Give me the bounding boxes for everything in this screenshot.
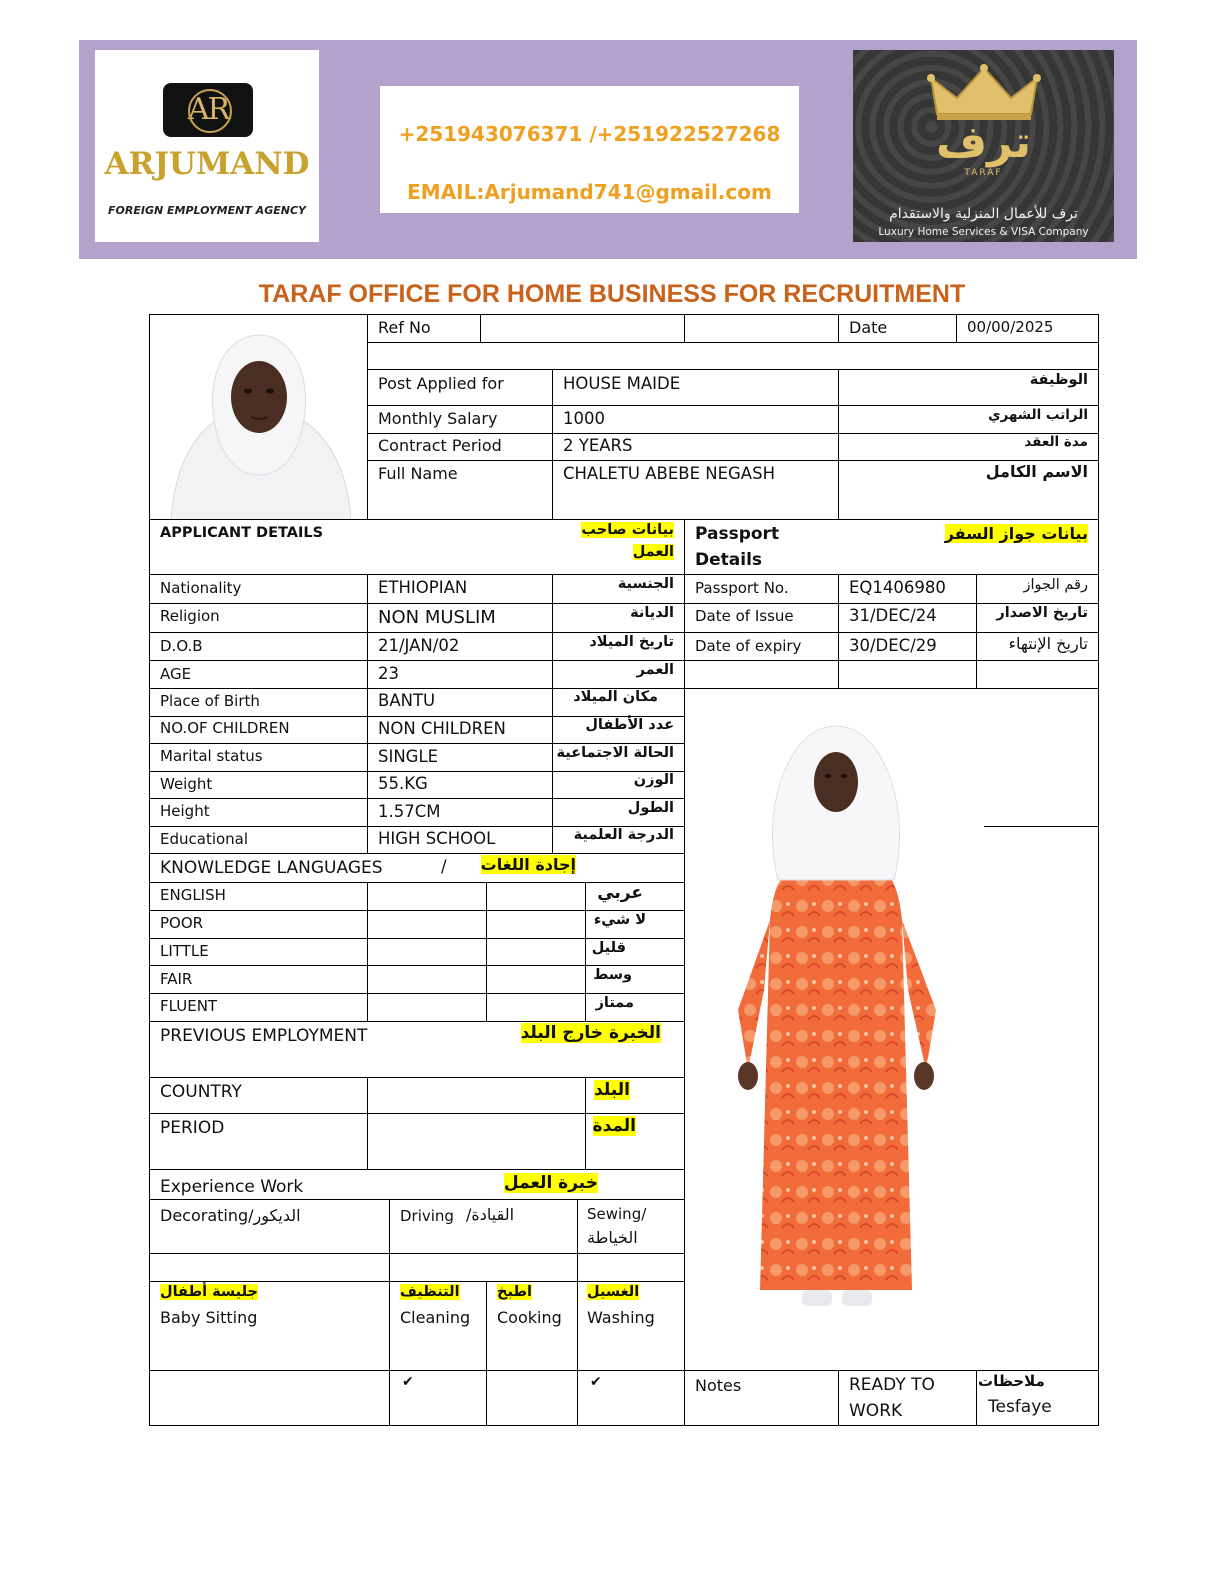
driving-label: Driving bbox=[400, 1207, 454, 1225]
religion-value: NON MUSLIM bbox=[378, 607, 496, 628]
period-label: PERIOD bbox=[160, 1118, 225, 1138]
driving-label-ar: /القيادة bbox=[466, 1205, 515, 1224]
applicant-details-heading-ar-2: العمل bbox=[632, 544, 674, 560]
lang-little-label: LITTLE bbox=[160, 942, 209, 960]
full-name-value: CHALETU ABEBE NEGASH bbox=[563, 464, 775, 483]
place-of-birth-label-ar: مكان الميلاد bbox=[573, 689, 658, 705]
dob-value: 21/JAN/02 bbox=[378, 636, 460, 655]
contract-label: Contract Period bbox=[378, 436, 502, 455]
experience-heading: Experience Work bbox=[160, 1177, 304, 1197]
full-name-label-ar: الاسم الكامل bbox=[985, 462, 1088, 481]
salary-value: 1000 bbox=[563, 409, 605, 428]
passport-no-value: EQ1406980 bbox=[849, 578, 946, 597]
email-address[interactable]: EMAIL:Arjumand741@gmail.com bbox=[407, 180, 772, 204]
cleaning-label: Cleaning bbox=[400, 1308, 471, 1327]
previous-employment-heading: PREVIOUS EMPLOYMENT bbox=[160, 1026, 368, 1046]
lang-fair-label-ar: وسط bbox=[593, 967, 632, 983]
date-value: 00/00/2025 bbox=[967, 318, 1054, 336]
languages-heading: KNOWLEDGE LANGUAGES bbox=[160, 858, 383, 878]
passport-no-label-ar: رقم الجواز bbox=[1023, 577, 1088, 593]
place-of-birth-value: BANTU bbox=[378, 691, 436, 710]
lang-fluent-label: FLUENT bbox=[160, 997, 218, 1015]
marital-status-label: Marital status bbox=[160, 747, 263, 765]
nationality-value: ETHIOPIAN bbox=[378, 578, 468, 597]
notes-label: Notes bbox=[695, 1376, 742, 1395]
dob-label-ar: تاريخ الميلاد bbox=[589, 634, 674, 650]
lang-fluent-label-ar: ممتاز bbox=[595, 995, 634, 1011]
age-value: 23 bbox=[378, 664, 399, 683]
passport-heading: Passport bbox=[695, 524, 780, 544]
children-label-ar: عدد الأطفال bbox=[585, 717, 674, 733]
taraf-logo-word: TARAF bbox=[964, 168, 1003, 178]
education-label: Educational bbox=[160, 830, 249, 848]
lang-arabic-label: عربي bbox=[597, 883, 643, 903]
weight-label: Weight bbox=[160, 775, 213, 793]
passport-heading-ar: بيانات جواز السفر bbox=[944, 524, 1088, 543]
lang-poor-label: POOR bbox=[160, 914, 204, 932]
education-label-ar: الدرجة العلمية bbox=[573, 827, 674, 843]
ref-no-label: Ref No bbox=[378, 318, 431, 337]
issue-date-label: Date of Issue bbox=[695, 607, 794, 625]
post-label-ar: الوظيفة bbox=[1029, 372, 1088, 388]
applicant-portrait-photo bbox=[151, 315, 367, 520]
baby-sitting-label-ar: جليسة أطفال bbox=[160, 1284, 258, 1300]
lang-poor-label-ar: لا شيء bbox=[593, 912, 646, 928]
country-label-ar: البلد bbox=[594, 1080, 630, 1100]
experience-heading-ar: خبرة العمل bbox=[503, 1173, 598, 1193]
post-value: HOUSE MAIDE bbox=[563, 374, 681, 393]
contract-value: 2 YEARS bbox=[563, 436, 633, 455]
applicant-full-photo bbox=[690, 690, 982, 1330]
expiry-date-value: 30/DEC/29 bbox=[849, 636, 937, 655]
religion-label: Religion bbox=[160, 607, 220, 625]
age-label: AGE bbox=[160, 665, 192, 683]
applicant-details-heading-ar: بيانات صاحب bbox=[581, 522, 674, 538]
baby-sitting-label: Baby Sitting bbox=[160, 1308, 258, 1327]
passport-heading-2: Details bbox=[695, 550, 763, 570]
washing-label-ar: الغسيل bbox=[587, 1284, 640, 1300]
religion-label-ar: الديانة bbox=[630, 605, 674, 621]
decorating-label: Decorating/الديكور bbox=[160, 1206, 301, 1225]
children-value: NON CHILDREN bbox=[378, 719, 506, 738]
nationality-label: Nationality bbox=[160, 579, 242, 597]
dob-label: D.O.B bbox=[160, 637, 203, 655]
height-label-ar: الطول bbox=[627, 800, 674, 816]
children-label: NO.OF CHILDREN bbox=[160, 719, 290, 737]
lang-little-label-ar: قليل bbox=[591, 940, 626, 956]
height-value: 1.57CM bbox=[378, 802, 441, 821]
cleaning-label-ar: التنظيف bbox=[400, 1284, 460, 1300]
arjumand-logo-subtitle: FOREIGN EMPLOYMENT AGENCY bbox=[108, 204, 306, 217]
issue-date-value: 31/DEC/24 bbox=[849, 606, 937, 625]
marital-status-value: SINGLE bbox=[378, 747, 439, 766]
education-value: HIGH SCHOOL bbox=[378, 829, 496, 848]
crown-icon bbox=[925, 64, 1043, 124]
notes-value-line-2: WORK bbox=[849, 1401, 903, 1421]
full-name-label: Full Name bbox=[378, 464, 458, 483]
place-of-birth-label: Place of Birth bbox=[160, 692, 260, 710]
lang-fair-label: FAIR bbox=[160, 970, 193, 988]
page-title: TARAF OFFICE FOR HOME BUSINESS FOR RECRUITMENT bbox=[258, 280, 966, 308]
washing-check-icon[interactable]: ✔ bbox=[590, 1374, 602, 1390]
expiry-date-label: Date of expiry bbox=[695, 637, 802, 655]
taraf-calligraphy-icon: ﺗﺮﻑ bbox=[935, 117, 1031, 168]
ar-monogram-icon: AR bbox=[163, 83, 253, 137]
passport-no-label: Passport No. bbox=[695, 579, 789, 597]
languages-heading-slash: / bbox=[441, 857, 447, 876]
expiry-date-label-ar: تاريخ الإنتهاء bbox=[1008, 634, 1088, 653]
arjumand-logo-name: ARJUMAND bbox=[104, 146, 310, 182]
cooking-label-ar: اطبخ bbox=[497, 1284, 532, 1300]
weight-label-ar: الوزن bbox=[633, 772, 674, 788]
age-label-ar: العمر bbox=[636, 662, 674, 678]
contract-label-ar: مدة العقد bbox=[1024, 434, 1088, 450]
salary-label-ar: الراتب الشهري bbox=[988, 407, 1088, 423]
taraf-logo-english: Luxury Home Services & VISA Company bbox=[878, 226, 1089, 238]
post-label: Post Applied for bbox=[378, 374, 504, 393]
height-label: Height bbox=[160, 802, 210, 820]
lang-english-label: ENGLISH bbox=[160, 886, 226, 904]
date-label: Date bbox=[849, 318, 888, 337]
washing-label: Washing bbox=[587, 1308, 655, 1327]
previous-employment-heading-ar: الخبرة خارج البلد bbox=[520, 1023, 661, 1043]
applicant-details-heading: APPLICANT DETAILS bbox=[160, 525, 324, 541]
cleaning-check-icon[interactable]: ✔ bbox=[402, 1374, 414, 1390]
nationality-label-ar: الجنسية bbox=[617, 576, 674, 592]
notes-label-ar: ملاحظات bbox=[978, 1372, 1045, 1390]
phone-numbers: +251943076371 /+251922527268 bbox=[398, 122, 781, 146]
notes-value-line-1: READY TO bbox=[849, 1375, 935, 1395]
ref-no-field[interactable] bbox=[482, 316, 682, 341]
marital-status-label-ar: الحالة الاجتماعية bbox=[556, 745, 674, 761]
weight-value: 55.KG bbox=[378, 774, 428, 793]
issue-date-label-ar: تاريخ الاصدار bbox=[996, 605, 1088, 621]
sewing-label: Sewing/ bbox=[587, 1205, 647, 1223]
taraf-logo-arabic: ترف للأعمال المنزلية والاستقدام bbox=[889, 206, 1078, 222]
sewing-label-ar: الخياطة bbox=[587, 1228, 638, 1247]
cooking-label: Cooking bbox=[497, 1308, 562, 1327]
country-label: COUNTRY bbox=[160, 1082, 242, 1102]
period-label-ar: المدة bbox=[592, 1116, 636, 1136]
signature: Tesfaye bbox=[988, 1397, 1052, 1417]
salary-label: Monthly Salary bbox=[378, 409, 498, 428]
languages-heading-ar: إجادة اللغات bbox=[480, 855, 576, 874]
